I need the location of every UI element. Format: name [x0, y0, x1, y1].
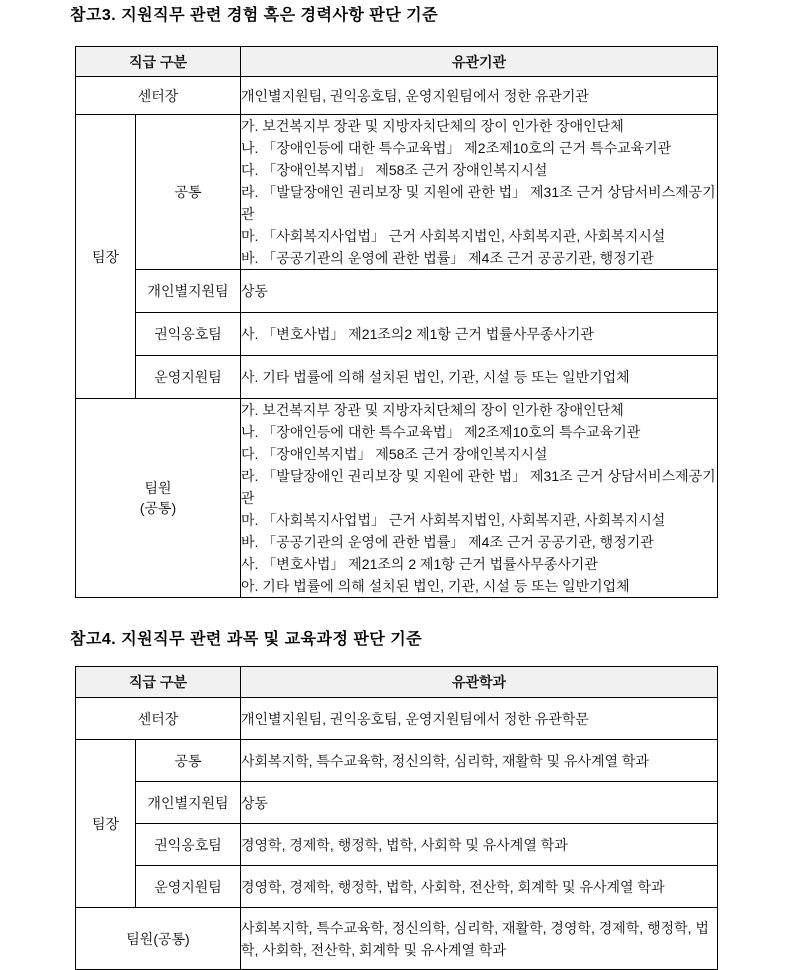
row-sublabel-common: 공통 [136, 740, 241, 782]
column-header-rank: 직급 구분 [76, 667, 241, 698]
column-header-dept: 유관학과 [241, 667, 718, 698]
table-row-teamlead-operations [76, 356, 718, 399]
row-content-individual-support: 상동 [241, 270, 718, 313]
ref3-criteria-table [75, 46, 718, 598]
spacer [70, 26, 794, 46]
row-label-team-member: 팀원(공통) [76, 908, 241, 970]
table-row-teamlead-individual [76, 270, 718, 313]
table-row-team-member [76, 908, 718, 970]
section-title-ref4: 참고4. 지원직무 관련 과목 및 교육과정 판단 기준 [70, 631, 423, 648]
row-sublabel-individual-support: 개인별지원팀 [136, 270, 241, 313]
row-label-center-head: 센터장 [76, 698, 241, 740]
row-sublabel-operations: 운영지원팀 [136, 356, 241, 399]
row-content-individual-support: 상동 [241, 782, 718, 824]
spacer [70, 650, 794, 666]
row-content-advocacy: 사. 「변호사법」 제21조의2 제1항 근거 법률사무종사기관 [241, 313, 718, 356]
ref4-criteria-table [75, 666, 718, 970]
row-label-center-head: 센터장 [76, 77, 241, 115]
row-content-common: 가. 보건복지부 장관 및 지방자치단체의 장이 인가한 장애인단체 나. 「장애인등에 대한 특수교육법」 제2조제10호의 근거 특수교육기관 다. 「장애인복지법」 제58조 근거 장애인복지시설 라. 「발달장애인 권리보장 및 지원에 관한 법」 제31조 근거 상담서비스제공기관 마. 「사회복지사업법」 근거 사회복지법인, 사회복지관, 사회복지시설 바. 「공공기관의 운영에 관한 법률」 제4조 근거 공공기관, 행정기관 [241, 115, 718, 270]
row-sublabel-individual-support: 개인별지원팀 [136, 782, 241, 824]
column-header-rank: 직급 구분 [76, 47, 241, 77]
row-content-team-member: 가. 보건복지부 장관 및 지방자치단체의 장이 인가한 장애인단체 나. 「장애인등에 대한 특수교육법」 제2조제10호의 특수교육기관 다. 「장애인복지법」 제58조 근거 장애인복지시설 라. 「발달장애인 권리보장 및 지원에 관한 법」 제31조 근거 상담서비스제공기관 마. 「사회복지사업법」 근거 사회복지법인, 사회복지관, 사회복지시설 바. 「공공기관의 운영에 관한 법률」 제4조 근거 공공기관, 행정기관 사. 「변호사법」 제21조의 2 제1항 근거 법률사무종사기관 아. 기타 법률에 의해 설치된 법인, 기관, 시설 등 또는 일반기업체 [241, 399, 718, 598]
table-row-center-head [76, 698, 718, 740]
row-label-team-lead: 팀장 [76, 115, 136, 399]
row-content-common: 사회복지학, 특수교육학, 정신의학, 심리학, 재활학 및 유사계열 학과 [241, 740, 718, 782]
table-row-team-member [76, 399, 718, 598]
table-row-teamlead-individual [76, 782, 718, 824]
row-content-operations: 사. 기타 법률에 의해 설치된 법인, 기관, 시설 등 또는 일반기업체 [241, 356, 718, 399]
table-row-teamlead-advocacy [76, 824, 718, 866]
table-row-teamlead-common [76, 740, 718, 782]
row-content-team-member: 사회복지학, 특수교육학, 정신의학, 심리학, 재활학, 경영학, 경제학, 행정학, 법학, 사회학, 전산학, 회계학 및 유사계열 학과 [241, 908, 718, 970]
row-label-team-lead: 팀장 [76, 740, 136, 908]
table-header-row [76, 667, 718, 698]
table-row-teamlead-advocacy [76, 313, 718, 356]
table-row-center-head [76, 77, 718, 115]
row-sublabel-advocacy: 권익옹호팀 [136, 313, 241, 356]
row-content-advocacy: 경영학, 경제학, 행정학, 법학, 사회학 및 유사계열 학과 [241, 824, 718, 866]
table-header-row [76, 47, 718, 77]
row-content-operations: 경영학, 경제학, 행정학, 법학, 사회학, 전산학, 회계학 및 유사계열 학과 [241, 866, 718, 908]
spacer [70, 598, 794, 630]
row-sublabel-advocacy: 권익옹호팀 [136, 824, 241, 866]
table-row-teamlead-common [76, 115, 718, 270]
column-header-org: 유관기관 [241, 47, 718, 77]
section-title-ref3: 참고3. 지원직무 관련 경험 혹은 경력사항 판단 기준 [70, 7, 439, 24]
row-label-team-member: 팀원 (공통) [76, 399, 241, 598]
row-sublabel-operations: 운영지원팀 [136, 866, 241, 908]
row-sublabel-common: 공통 [136, 115, 241, 270]
table-row-teamlead-operations [76, 866, 718, 908]
row-content-center-head: 개인별지원팀, 권익옹호팀, 운영지원팀에서 정한 유관학문 [241, 698, 718, 740]
row-content-center-head: 개인별지원팀, 권익옹호팀, 운영지원팀에서 정한 유관기관 [241, 77, 718, 115]
